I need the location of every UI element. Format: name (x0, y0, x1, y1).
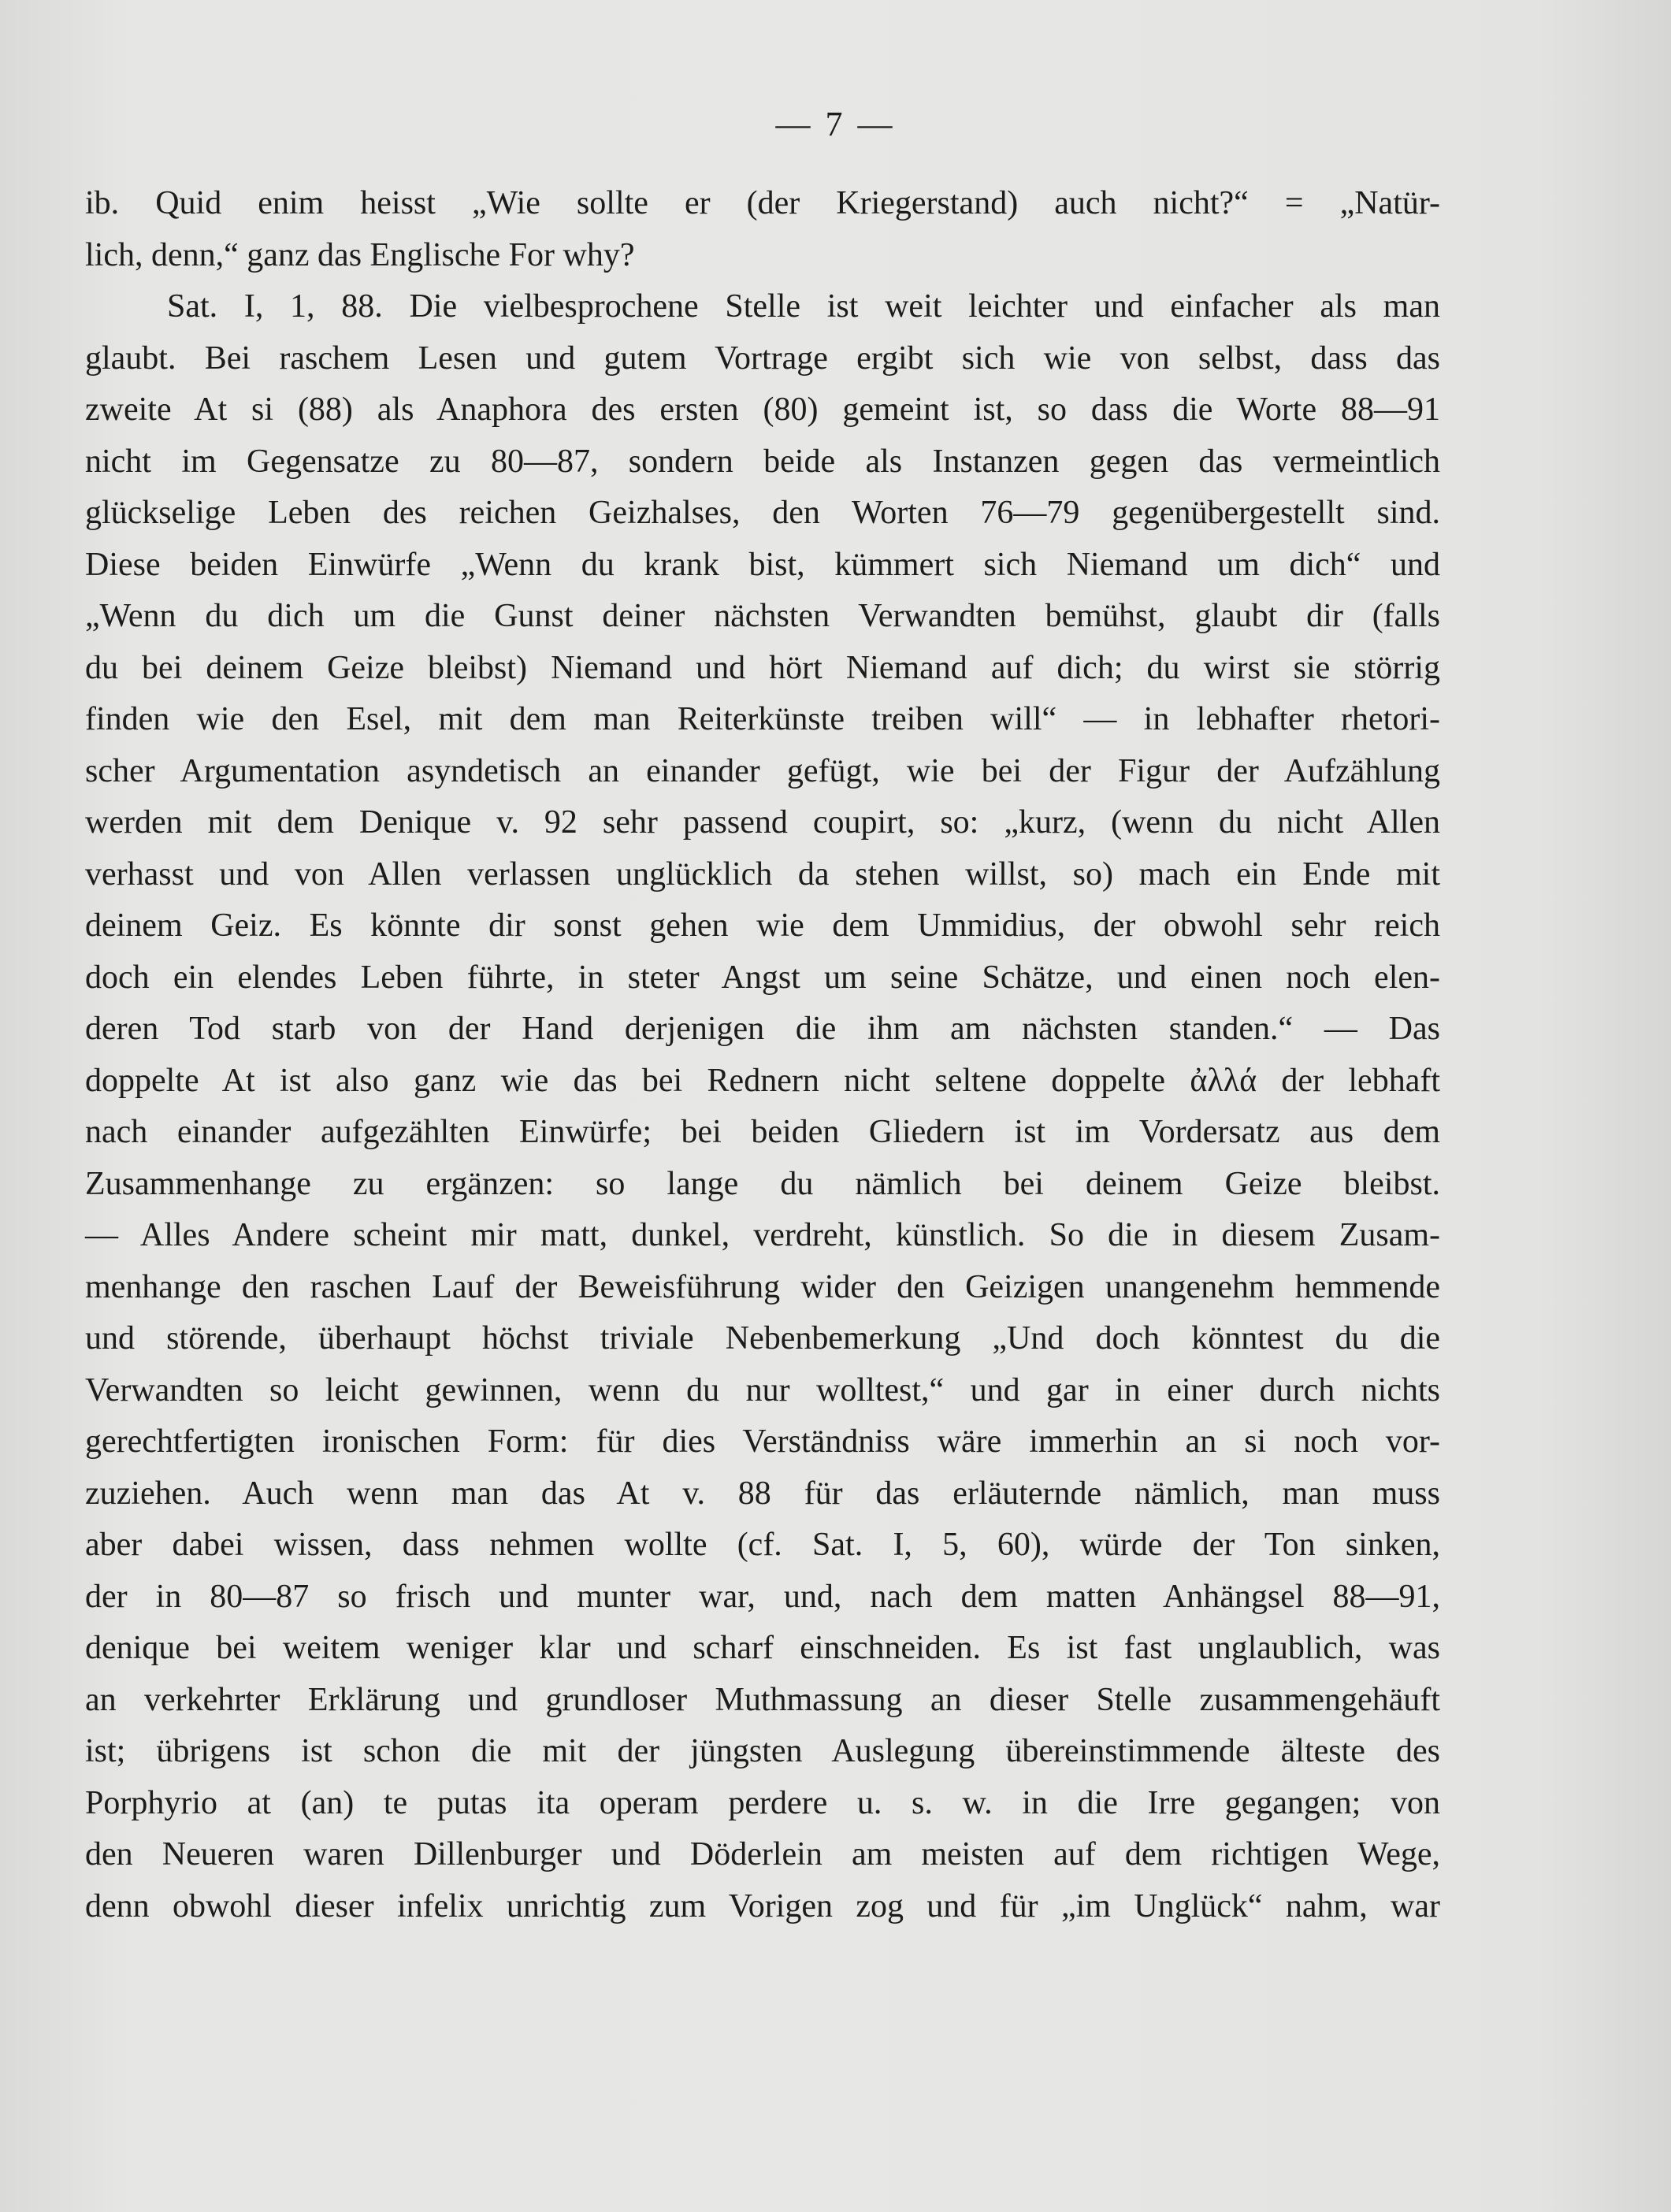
text-line: ib. Quid enim heisst „Wie sollte er (der Kriegerstand) auch nicht?“ = „Natür- (85, 185, 1440, 221)
text-line: ist; übrigens ist schon die mit der jüngsten Auslegung übereinstimmende älteste des (85, 1733, 1440, 1769)
text-line: du bei deinem Geize bleibst) Niemand und hört Niemand auf dich; du wirst sie störrig (85, 649, 1440, 686)
text-line: der in 80—87 so frisch und munter war, und, nach dem matten Anhängsel 88—91, (85, 1578, 1440, 1615)
text-line: nach einander aufgezählten Einwürfe; bei beiden Gliedern ist im Vordersatz aus dem (85, 1114, 1440, 1150)
text-line: Diese beiden Einwürfe „Wenn du krank bist, kümmert sich Niemand um dich“ und (85, 546, 1440, 583)
text-line: zuziehen. Auch wenn man das At v. 88 für das erläuternde nämlich, man muss (85, 1475, 1440, 1512)
text-line: an verkehrter Erklärung und grundloser Muthmassung an dieser Stelle zusammengehäuft (85, 1681, 1440, 1718)
body-text (85, 178, 1440, 1932)
text-line: glaubt. Bei raschem Lesen und gutem Vortrage ergibt sich wie von selbst, dass das (85, 340, 1440, 377)
page-number: — 7 — (775, 105, 896, 143)
text-line: menhange den raschen Lauf der Beweisführung wider den Geizigen unangenehm hemmende (85, 1268, 1440, 1305)
text-line: lich, denn,“ ganz das Englische For why? (85, 236, 635, 273)
text-line: den Neueren waren Dillenburger und Döderlein am meisten auf dem richtigen Wege, (85, 1836, 1440, 1872)
text-line: deren Tod starb von der Hand derjenigen die ihm am nächsten standen.“ — Das (85, 1011, 1440, 1047)
text-line: Zusammenhange zu ergänzen: so lange du nämlich bei deinem Geize bleibst. (85, 1165, 1440, 1202)
text-line: denn obwohl dieser infelix unrichtig zum Vorigen zog und für „im Unglück“ nahm, war (85, 1887, 1440, 1924)
text-line: verhasst und von Allen verlassen unglücklich da stehen willst, so) mach ein Ende mit (85, 855, 1440, 893)
text-line: und störende, überhaupt höchst triviale Nebenbemerkung „Und doch könntest du die (85, 1320, 1440, 1357)
text-line: werden mit dem Denique v. 92 sehr passend coupirt, so: „kurz, (wenn du nicht Allen (85, 804, 1440, 841)
text-line: Porphyrio at (an) te putas ita operam perdere u. s. w. in die Irre gegangen; von (85, 1784, 1440, 1821)
text-line: finden wie den Esel, mit dem man Reiterkünste treiben will“ — in lebhafter rhetori- (85, 701, 1440, 737)
text-line: aber dabei wissen, dass nehmen wollte (cf. Sat. I, 5, 60), würde der Ton sinken, (85, 1527, 1440, 1563)
text-line: denique bei weitem weniger klar und scharf einschneiden. Es ist fast unglaublich, was (85, 1630, 1440, 1666)
text-line: — Alles Andere scheint mir matt, dunkel, verdreht, künstlich. So die in diesem Zusam- (85, 1217, 1440, 1253)
text-line: gerechtfertigten ironischen Form: für dies Verständniss wäre immerhin an si noch vor- (85, 1423, 1440, 1460)
text-line: nicht im Gegensatze zu 80—87, sondern beide als Instanzen gegen das vermeintlich (85, 443, 1440, 480)
text-line: deinem Geiz. Es könnte dir sonst gehen wie dem Ummidius, der obwohl sehr reich (85, 907, 1440, 944)
text-line: Sat. I, 1, 88. Die vielbesprochene Stelle ist weit leichter und einfacher als man (167, 288, 1440, 325)
text-line: doch ein elendes Leben führte, in steter Angst um seine Schätze, und einen noch elen- (85, 959, 1440, 996)
text-line: „Wenn du dich um die Gunst deiner nächsten Verwandten bemühst, glaubt dir (falls (85, 598, 1440, 634)
text-line: doppelte At ist also ganz wie das bei Rednern nicht seltene doppelte ἀλλά der lebhaft (85, 1062, 1441, 1099)
text-line: zweite At si (88) als Anaphora des ersten (80) gemeint ist, so dass die Worte 88—91 (85, 392, 1440, 428)
text-line: glückselige Leben des reichen Geizhalses, den Worten 76—79 gegenübergestellt sind. (85, 495, 1440, 531)
text-line: scher Argumentation asyndetisch an einander gefügt, wie bei der Figur der Aufzählung (85, 752, 1440, 789)
text-line: Verwandten so leicht gewinnen, wenn du nur wolltest,“ und gar in einer durch nichts (85, 1371, 1440, 1408)
